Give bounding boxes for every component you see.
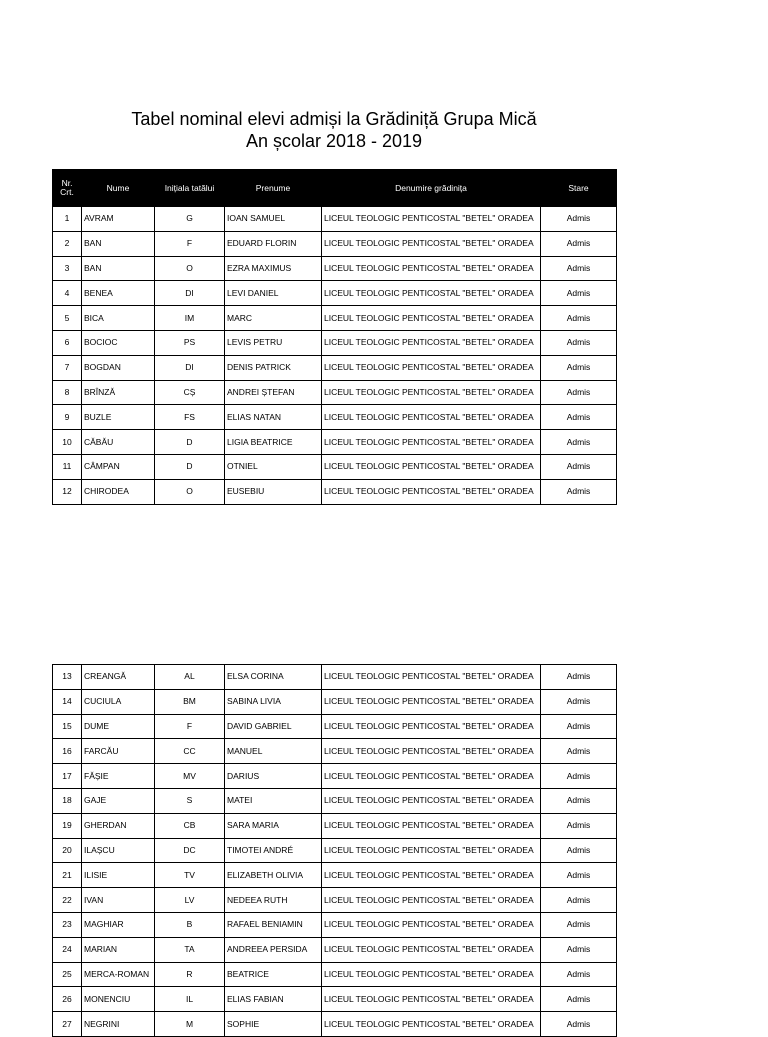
cell-initiala: DI (155, 281, 225, 306)
cell-stare: Admis (541, 665, 617, 690)
table-row (53, 454, 617, 479)
cell-stare: Admis (541, 937, 617, 962)
cell-initiala: IL (155, 987, 225, 1012)
cell-nume: ILAȘCU (82, 838, 155, 863)
cell-stare: Admis (541, 330, 617, 355)
cell-nume: NEGRINI (82, 1012, 155, 1037)
cell-gradinita: LICEUL TEOLOGIC PENTICOSTAL "BETEL" ORADEA (322, 912, 541, 937)
cell-prenume: EZRA MAXIMUS (225, 256, 322, 281)
cell-prenume: RAFAEL BENIAMIN (225, 912, 322, 937)
cell-gradinita: LICEUL TEOLOGIC PENTICOSTAL "BETEL" ORADEA (322, 962, 541, 987)
cell-gradinita: LICEUL TEOLOGIC PENTICOSTAL "BETEL" ORADEA (322, 689, 541, 714)
cell-gradinita: LICEUL TEOLOGIC PENTICOSTAL "BETEL" ORADEA (322, 207, 541, 232)
cell-stare: Admis (541, 714, 617, 739)
cell-gradinita: LICEUL TEOLOGIC PENTICOSTAL "BETEL" ORADEA (322, 256, 541, 281)
cell-prenume: OTNIEL (225, 454, 322, 479)
cell-initiala: O (155, 256, 225, 281)
cell-initiala: G (155, 207, 225, 232)
cell-initiala: R (155, 962, 225, 987)
cell-stare: Admis (541, 888, 617, 913)
cell-nume: GAJE (82, 788, 155, 813)
cell-gradinita: LICEUL TEOLOGIC PENTICOSTAL "BETEL" ORADEA (322, 281, 541, 306)
cell-nume: BOGDAN (82, 355, 155, 380)
cell-gradinita: LICEUL TEOLOGIC PENTICOSTAL "BETEL" ORADEA (322, 665, 541, 690)
cell-nr: 2 (53, 231, 82, 256)
table-row (53, 355, 617, 380)
cell-gradinita: LICEUL TEOLOGIC PENTICOSTAL "BETEL" ORADEA (322, 764, 541, 789)
cell-gradinita: LICEUL TEOLOGIC PENTICOSTAL "BETEL" ORADEA (322, 380, 541, 405)
cell-nr: 19 (53, 813, 82, 838)
cell-stare: Admis (541, 764, 617, 789)
header-gradinita: Denumire grădinița (322, 170, 541, 207)
cell-prenume: MARC (225, 306, 322, 331)
cell-initiala: CȘ (155, 380, 225, 405)
cell-stare: Admis (541, 454, 617, 479)
cell-initiala: CB (155, 813, 225, 838)
cell-stare: Admis (541, 739, 617, 764)
table-row (53, 714, 617, 739)
table-row (53, 764, 617, 789)
cell-stare: Admis (541, 380, 617, 405)
cell-gradinita: LICEUL TEOLOGIC PENTICOSTAL "BETEL" ORADEA (322, 739, 541, 764)
cell-nume: DUME (82, 714, 155, 739)
table-row (53, 479, 617, 504)
cell-gradinita: LICEUL TEOLOGIC PENTICOSTAL "BETEL" ORADEA (322, 306, 541, 331)
cell-stare: Admis (541, 281, 617, 306)
table-row (53, 937, 617, 962)
cell-stare: Admis (541, 863, 617, 888)
header-initiala: Inițiala tatălui (155, 170, 225, 207)
table-row (53, 405, 617, 430)
cell-prenume: SOPHIE (225, 1012, 322, 1037)
cell-stare: Admis (541, 355, 617, 380)
cell-initiala: TA (155, 937, 225, 962)
cell-prenume: ANDREI ȘTEFAN (225, 380, 322, 405)
cell-nume: CREANGĂ (82, 665, 155, 690)
table-row (53, 231, 617, 256)
table-row (53, 888, 617, 913)
table-row (53, 788, 617, 813)
cell-nr: 21 (53, 863, 82, 888)
cell-nr: 13 (53, 665, 82, 690)
admissions-table-page-1 (52, 169, 617, 505)
table-row (53, 863, 617, 888)
cell-prenume: ANDREEA PERSIDA (225, 937, 322, 962)
cell-stare: Admis (541, 306, 617, 331)
table-row (53, 281, 617, 306)
cell-prenume: DARIUS (225, 764, 322, 789)
cell-initiala: LV (155, 888, 225, 913)
cell-nr: 22 (53, 888, 82, 913)
cell-gradinita: LICEUL TEOLOGIC PENTICOSTAL "BETEL" ORADEA (322, 1012, 541, 1037)
cell-gradinita: LICEUL TEOLOGIC PENTICOSTAL "BETEL" ORADEA (322, 454, 541, 479)
cell-prenume: LEVIS PETRU (225, 330, 322, 355)
cell-stare: Admis (541, 788, 617, 813)
header-nume: Nume (82, 170, 155, 207)
cell-prenume: BEATRICE (225, 962, 322, 987)
cell-stare: Admis (541, 405, 617, 430)
cell-prenume: ELIAS NATAN (225, 405, 322, 430)
cell-gradinita: LICEUL TEOLOGIC PENTICOSTAL "BETEL" ORADEA (322, 888, 541, 913)
cell-gradinita: LICEUL TEOLOGIC PENTICOSTAL "BETEL" ORADEA (322, 937, 541, 962)
cell-prenume: EDUARD FLORIN (225, 231, 322, 256)
cell-gradinita: LICEUL TEOLOGIC PENTICOSTAL "BETEL" ORADEA (322, 405, 541, 430)
cell-gradinita: LICEUL TEOLOGIC PENTICOSTAL "BETEL" ORADEA (322, 838, 541, 863)
cell-nr: 8 (53, 380, 82, 405)
cell-initiala: IM (155, 306, 225, 331)
cell-nr: 4 (53, 281, 82, 306)
cell-nr: 18 (53, 788, 82, 813)
cell-nume: BUZLE (82, 405, 155, 430)
table-row (53, 380, 617, 405)
cell-initiala: DI (155, 355, 225, 380)
cell-prenume: LEVI DANIEL (225, 281, 322, 306)
cell-nr: 5 (53, 306, 82, 331)
cell-initiala: FS (155, 405, 225, 430)
table-row (53, 330, 617, 355)
cell-nr: 9 (53, 405, 82, 430)
cell-initiala: S (155, 788, 225, 813)
cell-nume: CÂMPAN (82, 454, 155, 479)
cell-nume: BICA (82, 306, 155, 331)
cell-initiala: DC (155, 838, 225, 863)
cell-gradinita: LICEUL TEOLOGIC PENTICOSTAL "BETEL" ORADEA (322, 231, 541, 256)
table-row (53, 987, 617, 1012)
cell-nume: GHERDAN (82, 813, 155, 838)
cell-nr: 16 (53, 739, 82, 764)
cell-initiala: CC (155, 739, 225, 764)
cell-stare: Admis (541, 256, 617, 281)
cell-nume: AVRAM (82, 207, 155, 232)
cell-initiala: F (155, 231, 225, 256)
cell-nr: 14 (53, 689, 82, 714)
cell-prenume: EUSEBIU (225, 479, 322, 504)
table-row (53, 256, 617, 281)
cell-prenume: ELSA CORINA (225, 665, 322, 690)
cell-nume: FĂȘIE (82, 764, 155, 789)
cell-prenume: ELIZABETH OLIVIA (225, 863, 322, 888)
cell-gradinita: LICEUL TEOLOGIC PENTICOSTAL "BETEL" ORADEA (322, 813, 541, 838)
table-row (53, 306, 617, 331)
table-row (53, 962, 617, 987)
cell-nr: 15 (53, 714, 82, 739)
cell-nr: 3 (53, 256, 82, 281)
cell-nr: 26 (53, 987, 82, 1012)
cell-gradinita: LICEUL TEOLOGIC PENTICOSTAL "BETEL" ORADEA (322, 714, 541, 739)
cell-nume: BOCIOC (82, 330, 155, 355)
table-row (53, 430, 617, 455)
cell-nume: BAN (82, 231, 155, 256)
cell-nume: IVAN (82, 888, 155, 913)
cell-initiala: AL (155, 665, 225, 690)
cell-stare: Admis (541, 231, 617, 256)
cell-nr: 12 (53, 479, 82, 504)
cell-gradinita: LICEUL TEOLOGIC PENTICOSTAL "BETEL" ORADEA (322, 863, 541, 888)
cell-prenume: MATEI (225, 788, 322, 813)
cell-gradinita: LICEUL TEOLOGIC PENTICOSTAL "BETEL" ORADEA (322, 788, 541, 813)
cell-stare: Admis (541, 430, 617, 455)
table-header-row (53, 170, 617, 207)
title-line-2: An școlar 2018 - 2019 (245, 131, 423, 151)
cell-nr: 1 (53, 207, 82, 232)
cell-stare: Admis (541, 207, 617, 232)
cell-initiala: TV (155, 863, 225, 888)
cell-nr: 27 (53, 1012, 82, 1037)
cell-gradinita: LICEUL TEOLOGIC PENTICOSTAL "BETEL" ORADEA (322, 987, 541, 1012)
table-row (53, 665, 617, 690)
cell-prenume: DAVID GABRIEL (225, 714, 322, 739)
cell-prenume: SABINA LIVIA (225, 689, 322, 714)
cell-stare: Admis (541, 1012, 617, 1037)
cell-prenume: SARA MARIA (225, 813, 322, 838)
cell-nume: ILISIE (82, 863, 155, 888)
cell-prenume: IOAN SAMUEL (225, 207, 322, 232)
table-body-page-2 (53, 665, 617, 1037)
cell-nr: 20 (53, 838, 82, 863)
cell-prenume: DENIS PATRICK (225, 355, 322, 380)
table-row (53, 813, 617, 838)
cell-stare: Admis (541, 479, 617, 504)
cell-stare: Admis (541, 838, 617, 863)
cell-gradinita: LICEUL TEOLOGIC PENTICOSTAL "BETEL" ORADEA (322, 479, 541, 504)
cell-nume: MAGHIAR (82, 912, 155, 937)
cell-gradinita: LICEUL TEOLOGIC PENTICOSTAL "BETEL" ORADEA (322, 430, 541, 455)
table-body-page-1 (53, 207, 617, 505)
cell-stare: Admis (541, 813, 617, 838)
cell-nume: BAN (82, 256, 155, 281)
cell-nume: BENEA (82, 281, 155, 306)
cell-nr: 24 (53, 937, 82, 962)
header-nr: Nr. Crt. (53, 170, 82, 207)
cell-nume: FARCĂU (82, 739, 155, 764)
cell-prenume: MANUEL (225, 739, 322, 764)
document-title (0, 108, 668, 152)
cell-nr: 10 (53, 430, 82, 455)
cell-initiala: O (155, 479, 225, 504)
cell-initiala: F (155, 714, 225, 739)
cell-prenume: LIGIA BEATRICE (225, 430, 322, 455)
cell-nr: 23 (53, 912, 82, 937)
cell-prenume: NEDEEA RUTH (225, 888, 322, 913)
title-line-1: Tabel nominal elevi admiși la Grădiniță Grupa Mică (131, 109, 537, 129)
cell-nume: CĂBĂU (82, 430, 155, 455)
cell-nume: MERCA-ROMAN (82, 962, 155, 987)
cell-nr: 17 (53, 764, 82, 789)
cell-prenume: ELIAS FABIAN (225, 987, 322, 1012)
table-row (53, 689, 617, 714)
cell-nr: 6 (53, 330, 82, 355)
cell-nume: BRÎNZĂ (82, 380, 155, 405)
cell-stare: Admis (541, 987, 617, 1012)
cell-nume: MARIAN (82, 937, 155, 962)
cell-initiala: M (155, 1012, 225, 1037)
table-row (53, 838, 617, 863)
cell-stare: Admis (541, 962, 617, 987)
table-row (53, 207, 617, 232)
cell-initiala: D (155, 430, 225, 455)
cell-nr: 11 (53, 454, 82, 479)
table-row (53, 1012, 617, 1037)
cell-initiala: BM (155, 689, 225, 714)
header-stare: Stare (541, 170, 617, 207)
cell-gradinita: LICEUL TEOLOGIC PENTICOSTAL "BETEL" ORADEA (322, 330, 541, 355)
cell-nume: CHIRODEA (82, 479, 155, 504)
cell-initiala: D (155, 454, 225, 479)
table-row (53, 739, 617, 764)
cell-nume: MONENCIU (82, 987, 155, 1012)
table-row (53, 912, 617, 937)
cell-nr: 25 (53, 962, 82, 987)
cell-initiala: PS (155, 330, 225, 355)
cell-prenume: TIMOTEI ANDRÉ (225, 838, 322, 863)
admissions-table-page-2 (52, 664, 617, 1037)
header-prenume: Prenume (225, 170, 322, 207)
cell-nr: 7 (53, 355, 82, 380)
cell-gradinita: LICEUL TEOLOGIC PENTICOSTAL "BETEL" ORADEA (322, 355, 541, 380)
cell-initiala: MV (155, 764, 225, 789)
cell-initiala: B (155, 912, 225, 937)
cell-stare: Admis (541, 689, 617, 714)
cell-nume: CUCIULA (82, 689, 155, 714)
cell-stare: Admis (541, 912, 617, 937)
